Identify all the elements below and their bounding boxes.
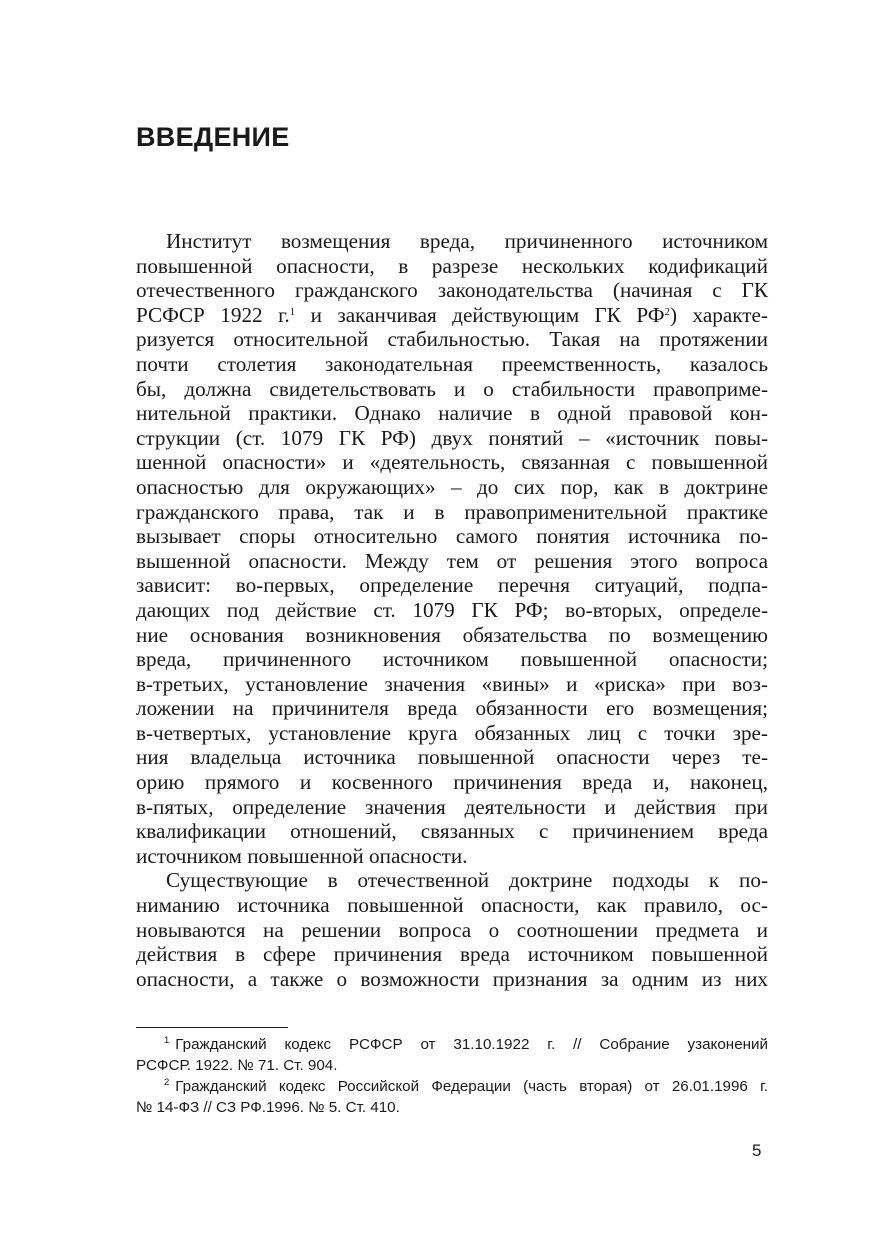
text-line: опасностью для окружающих» – до сих пор, как в доктрине <box>136 474 768 499</box>
text-line: квалификации отношений, связанных с причинением вреда <box>136 819 768 844</box>
footnotes <box>136 1034 768 1118</box>
text-line: источником повышенной опасности. <box>136 843 468 868</box>
text-line: гражданского права, так и в правоприменительной практике <box>136 499 768 524</box>
text-line: струкции (ст. 1079 ГК РФ) двух понятий – «источник повы- <box>136 425 768 450</box>
footnote-line: РСФСР. 1922. № 71. Ст. 904. <box>136 1057 338 1074</box>
text-line: зависит: во-первых, определение перечня ситуаций, подпа- <box>136 573 768 598</box>
text-line: нительной практики. Однако наличие в одной правовой кон- <box>136 401 768 426</box>
text-line: вреда, причиненного источником повышенной опасности; <box>136 647 768 672</box>
footnote-2 <box>136 1076 768 1118</box>
footnote-ref-1[interactable]: 1 <box>289 305 296 318</box>
paragraph-2 <box>136 868 768 991</box>
text-line: опасности, а также о возможности признания за одним из них <box>136 966 768 991</box>
text-fragment: РСФСР 1922 г. <box>136 302 290 327</box>
footnote-ref-2[interactable]: 2 <box>664 305 671 318</box>
text-line: ризуется относительной стабильностью. Такая на протяжении <box>136 327 768 352</box>
text-line: ния владельца источника повышенной опасности через те- <box>136 745 768 770</box>
text-line: в-третьих, установление значения «вины» и «риска» при воз- <box>136 671 768 696</box>
text-line: шенной опасности» и «деятельность, связанная с повышенной <box>136 450 768 475</box>
text-line: Институт возмещения вреда, причиненного источником <box>166 229 768 253</box>
paragraph-1 <box>136 229 768 868</box>
text-line: почти столетия законодательная преемственность, казалось <box>136 351 768 376</box>
text-line: ние основания возникновения обязательства по возмещению <box>136 622 768 647</box>
body-text <box>136 229 768 991</box>
text-line <box>136 303 768 328</box>
footnote-number: 2 <box>164 1077 170 1088</box>
text-line: новываются на решении вопроса о соотношении предмета и <box>136 917 768 942</box>
text-line: ниманию источника повышенной опасности, как правило, ос- <box>136 893 768 918</box>
footnote-line <box>136 1034 768 1055</box>
text-line: отечественного гражданского законодательства (начиная с ГК <box>136 278 768 303</box>
footnote-line: № 14-ФЗ // СЗ РФ.1996. № 5. Ст. 410. <box>136 1099 400 1116</box>
text-line: повышенной опасности, в разрезе нескольких кодификаций <box>136 253 768 278</box>
text-line: орию прямого и косвенного причинения вреда и, наконец, <box>136 770 768 795</box>
text-fragment: ) характе- <box>670 302 768 327</box>
text-line: вызывает споры относительно самого понятия источника по- <box>136 524 768 549</box>
text-line: Существующие в отечественной доктрине подходы к по- <box>166 868 768 893</box>
text-fragment: и заканчивая действующим ГК РФ <box>295 302 665 327</box>
footnote-1 <box>136 1034 768 1076</box>
footnote-line <box>136 1076 768 1097</box>
text-line: действия в сфере причинения вреда источником повышенной <box>136 942 768 967</box>
footnote-number: 1 <box>164 1035 170 1046</box>
footnote-text: Гражданский кодекс Российской Федерации (часть вторая) от 26.01.1996 г. <box>175 1078 768 1095</box>
text-line: в-четвертых, установление круга обязанных лиц с точки зре- <box>136 720 768 745</box>
footnote-separator <box>136 1027 288 1028</box>
text-line: дающих под действие ст. 1079 ГК РФ; во-вторых, определе- <box>136 597 768 622</box>
text-line: в-пятых, определение значения деятельности и действия при <box>136 794 768 819</box>
chapter-heading: ВВЕДЕНИЕ <box>136 122 290 152</box>
text-line: бы, должна свидетельствовать и о стабильности правоприме- <box>136 376 768 401</box>
text-line: вышенной опасности. Между тем от решения этого вопроса <box>136 548 768 573</box>
footnote-text: Гражданский кодекс РСФСР от 31.10.1922 г. // Собрание узаконений <box>175 1036 768 1053</box>
page-number: 5 <box>752 1141 762 1160</box>
text-line: ложении на причинителя вреда обязанности его возмещения; <box>136 696 768 721</box>
